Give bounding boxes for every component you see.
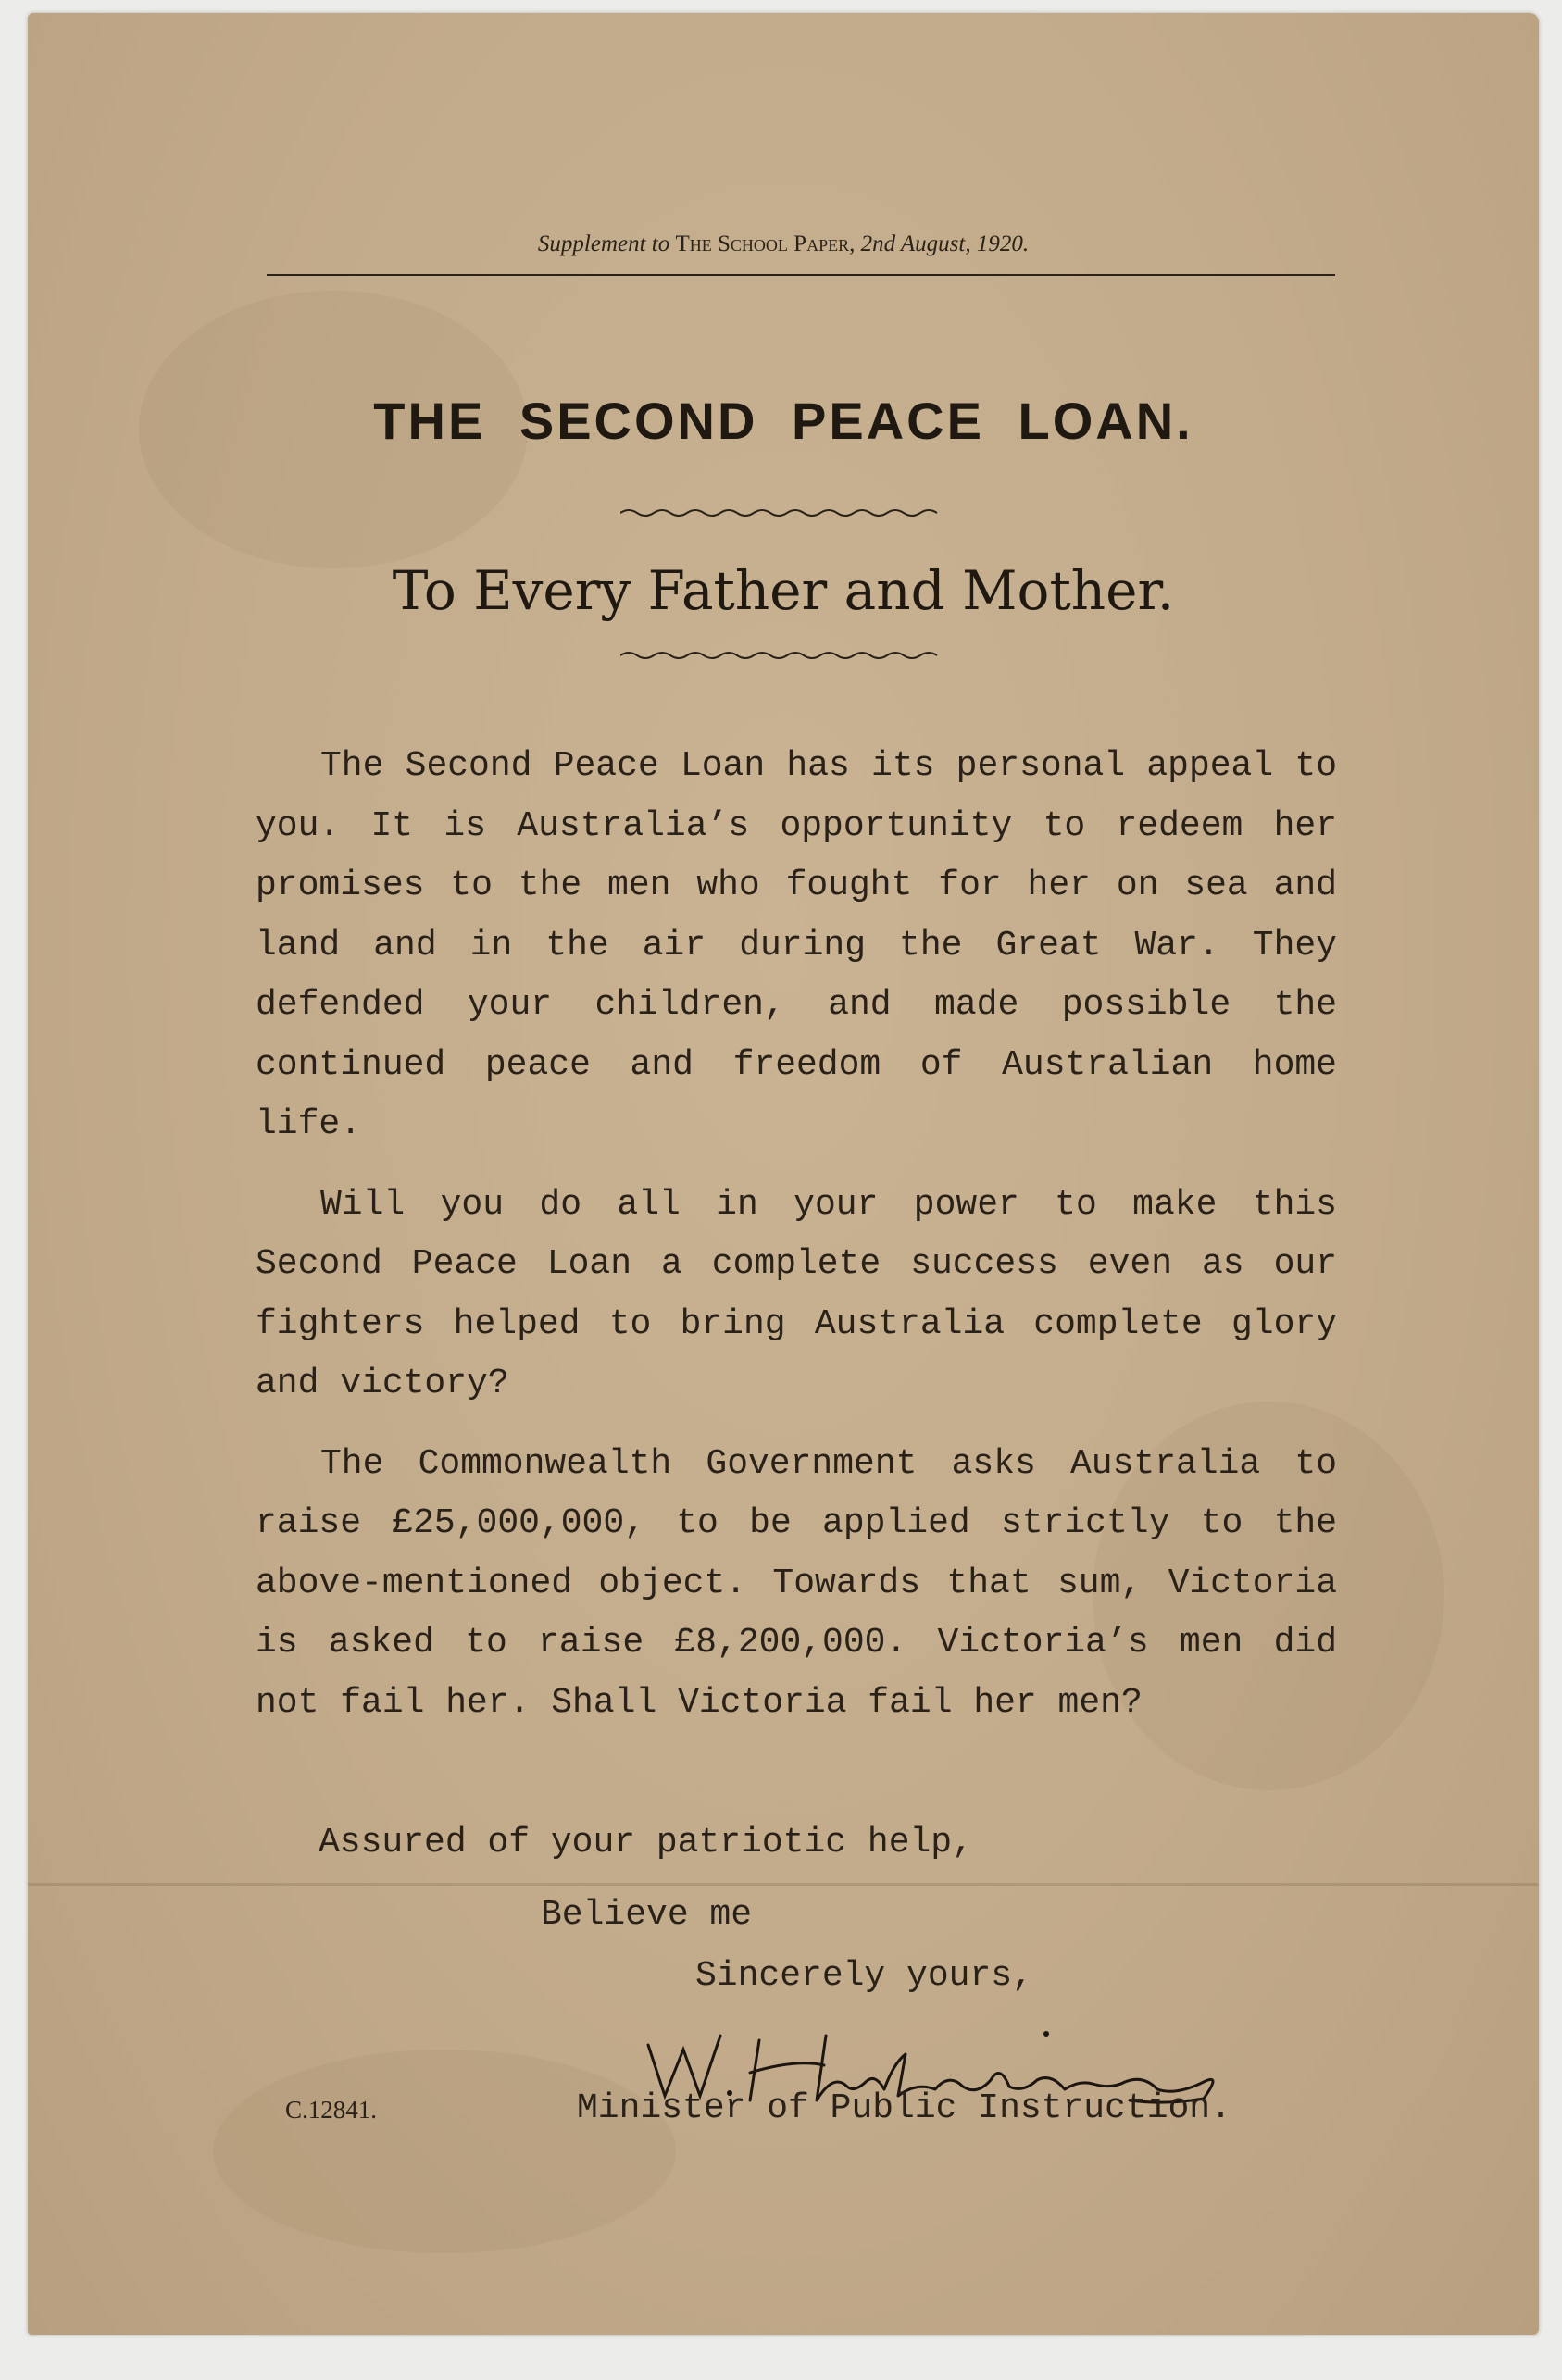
header-rule [267,274,1335,276]
supplement-header [28,231,1539,257]
letter-body [256,737,1337,1753]
document-subtitle: To Every Father and Mother. [392,559,1175,622]
body-paragraph: The Second Peace Loan has its personal appeal to you. It is Australia’s opportunity to redeem her promises to the men who fought for her on sea and land and in the air during the Great War. They defended your children, and made possible the continued peace and freedom of Australian home life. [256,746,1337,1144]
decorative-squiggle-divider [620,648,944,663]
document-title: THE SECOND PEACE LOAN. [373,392,1193,450]
decorative-squiggle-divider [620,505,944,520]
closing-sincerely: Sincerely yours, [695,1956,1033,1996]
header-paper-name: The School Paper [675,231,850,256]
body-paragraph: The Commonwealth Government asks Australia to raise £25,000,000, to be applied strictly to the above-mentioned object. Towards that sum, Victoria is asked to raise £8,200,000. Victoria’s men did not fail her. Shall Victoria fail her men? [256,1443,1337,1723]
paper-fold-line [28,1883,1539,1886]
signatory-title: Minister of Public Instruction. [577,2088,1231,2128]
closing-line: Assured of your patriotic help, [319,1823,973,1863]
header-date: , 2nd August, 1920. [849,231,1030,256]
body-paragraph: Will you do all in your power to make this Second Peace Loan a complete success even as our fighters helped to bring Australia complete glory and victory? [256,1184,1337,1403]
closing-believe-me: Believe me [541,1895,753,1935]
reference-code: C.12841. [285,2096,378,2124]
document-sheet [28,13,1539,2335]
paper-stain [213,2050,676,2253]
header-prefix: Supplement to [537,231,670,256]
